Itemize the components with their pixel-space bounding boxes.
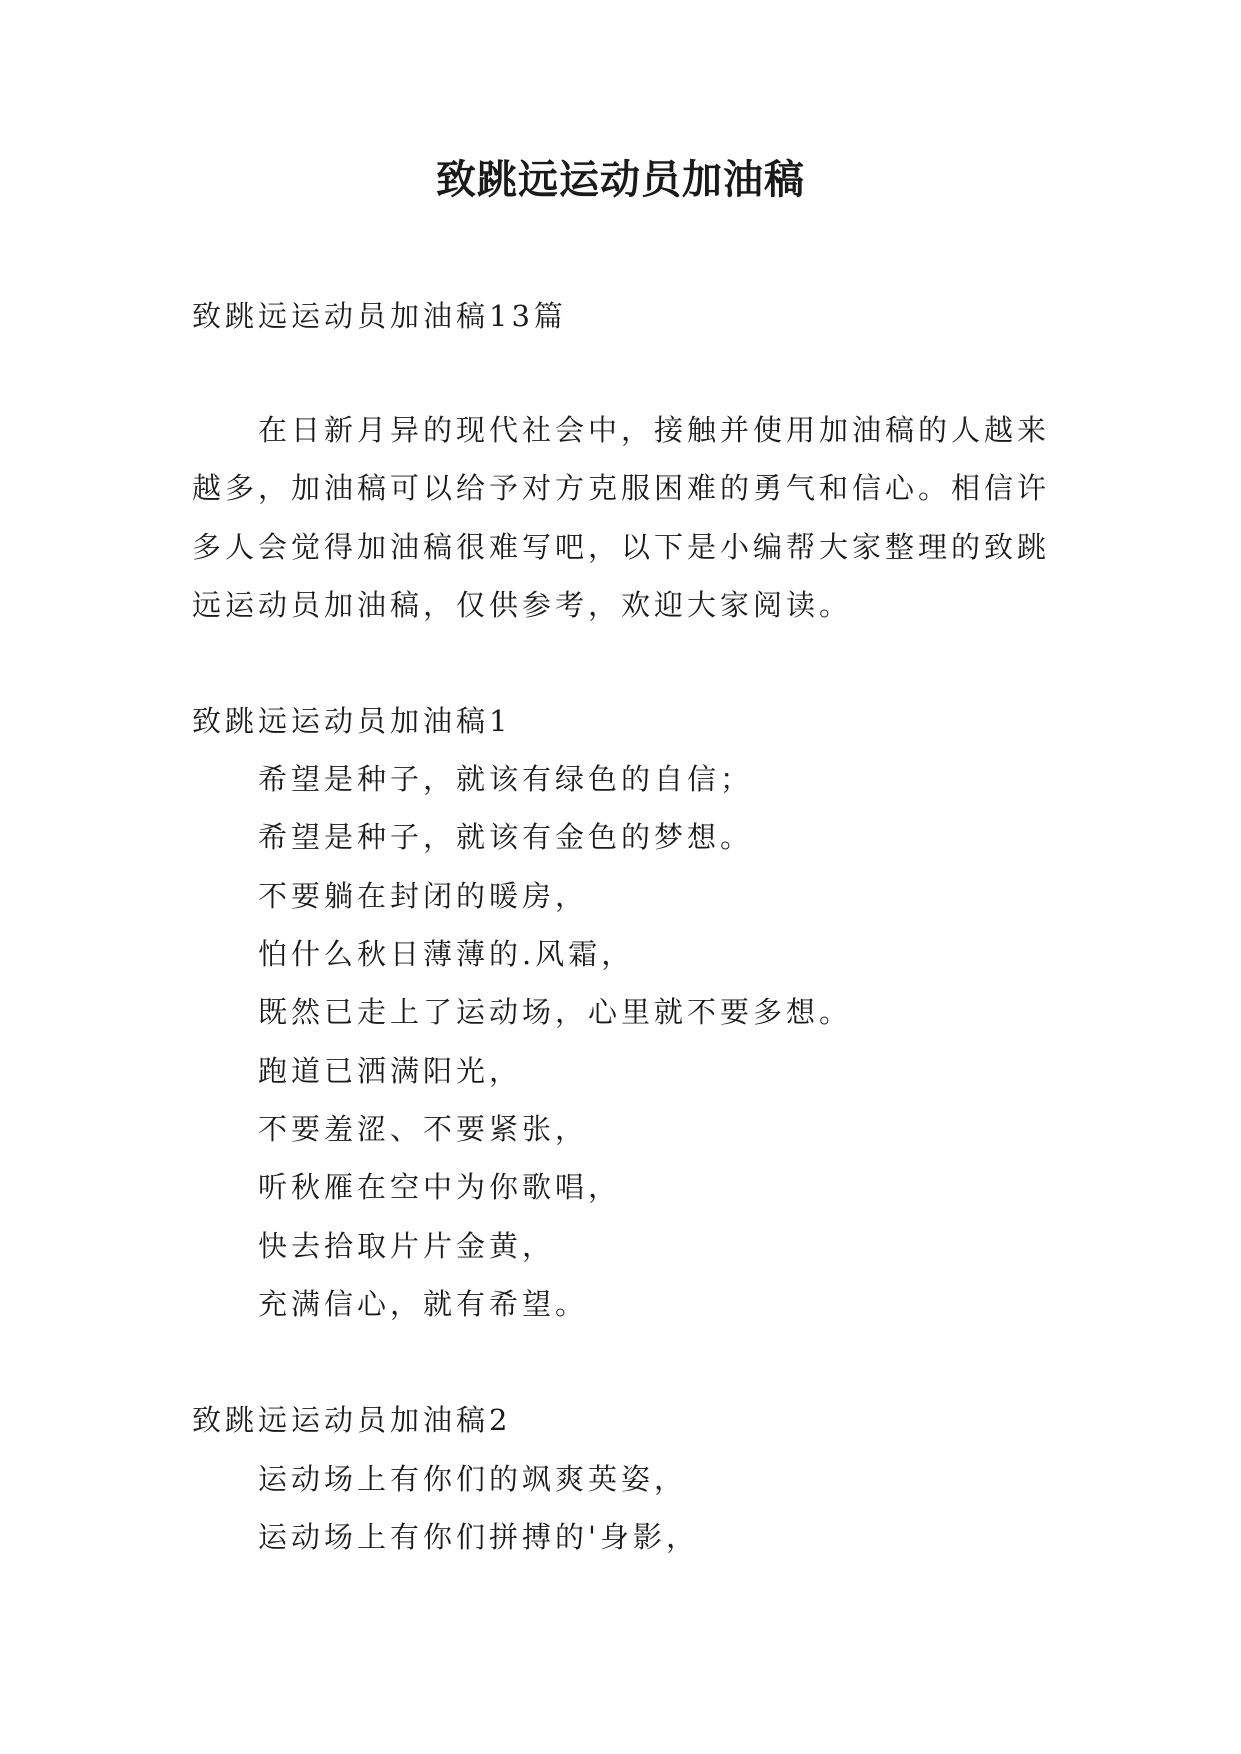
poem-line: 希望是种子，就该有金色的梦想。 [258, 820, 754, 854]
poem-line: 既然已走上了运动场，心里就不要多想。 [258, 995, 853, 1029]
poem-line: 运动场上有你们拼搏的'身影， [258, 1520, 699, 1554]
poem-line: 怕什么秋日薄薄的.风霜， [258, 937, 635, 971]
poem-line: 不要羞涩、不要紧张， [258, 1112, 589, 1146]
poem-line: 听秋雁在空中为你歌唱， [258, 1170, 622, 1204]
intro-line-4: 远运动员加油稿，仅供参考，欢迎大家阅读。 [192, 588, 853, 622]
document-subtitle: 致跳远运动员加油稿13篇 [192, 299, 567, 333]
poem-line: 快去拾取片片金黄， [258, 1229, 556, 1263]
poem-line: 不要躺在封闭的暖房， [258, 879, 589, 913]
poem-line: 运动场上有你们的飒爽英姿， [258, 1462, 688, 1496]
poem-line: 充满信心，就有希望。 [258, 1287, 589, 1321]
poem-line: 希望是种子，就该有绿色的自信； [258, 762, 754, 796]
section-heading: 致跳远运动员加油稿2 [192, 1403, 512, 1437]
poem-line: 跑道已洒满阳光， [258, 1054, 523, 1088]
intro-line-3: 多人会觉得加油稿很难写吧，以下是小编帮大家整理的致跳 [192, 530, 1051, 564]
page-title: 致跳远运动员加油稿 [436, 157, 805, 203]
intro-line-1: 在日新月异的现代社会中，接触并使用加油稿的人越来 [258, 413, 1051, 447]
intro-line-2: 越多，加油稿可以给予对方克服困难的勇气和信心。相信许 [192, 471, 1051, 505]
section-heading: 致跳远运动员加油稿1 [192, 704, 512, 738]
